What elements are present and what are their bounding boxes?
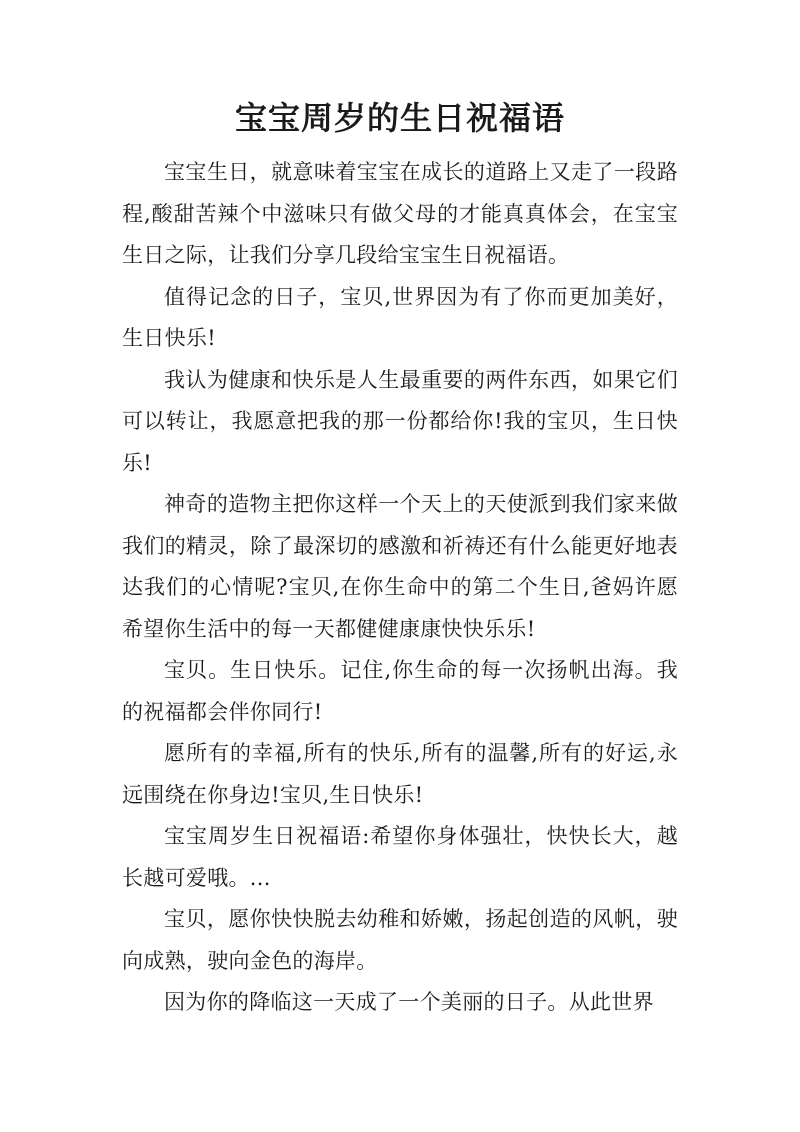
paragraph-3: 我认为健康和快乐是人生最重要的两件东西，如果它们可以转让，我愿意把我的那一份都给你!我的宝贝，生日快乐! (122, 367, 678, 475)
paragraph-8: 宝贝，愿你快快脱去幼稚和娇嫩，扬起创造的风帆，驶向成熟，驶向金色的海岸。 (122, 907, 678, 973)
paragraph-7: 宝宝周岁生日祝福语:希望你身体强壮，快快长大，越长越可爱哦。... (122, 824, 678, 890)
paragraph-4: 神奇的造物主把你这样一个天上的天使派到我们家来做我们的精灵，除了最深切的感激和祈祷还有什么能更好地表达我们的心情呢?宝贝,在你生命中的第二个生日,爸妈许愿希望你生活中的每一天都健健康康快快乐乐! (122, 492, 678, 641)
paragraph-1: 宝宝生日，就意味着宝宝在成长的道路上又走了一段路程,酸甜苦辣个中滋味只有做父母的才能真真体会，在宝宝生日之际，让我们分享几段给宝宝生日祝福语。 (122, 160, 678, 267)
document-body (122, 152, 678, 1024)
document-title: 宝宝周岁的生日祝福语 (234, 99, 565, 137)
paragraph-5: 宝贝。生日快乐。记住,你生命的每一次扬帆出海。我的祝福都会伴你同行! (122, 658, 678, 724)
paragraph-2: 值得记念的日子，宝贝,世界因为有了你而更加美好，生日快乐! (122, 284, 678, 350)
paragraph-6: 愿所有的幸福,所有的快乐,所有的温馨,所有的好运,永远围绕在你身边!宝贝,生日快乐! (122, 741, 678, 807)
paragraph-9: 因为你的降临这一天成了一个美丽的日子。从此世界 (164, 990, 654, 1014)
